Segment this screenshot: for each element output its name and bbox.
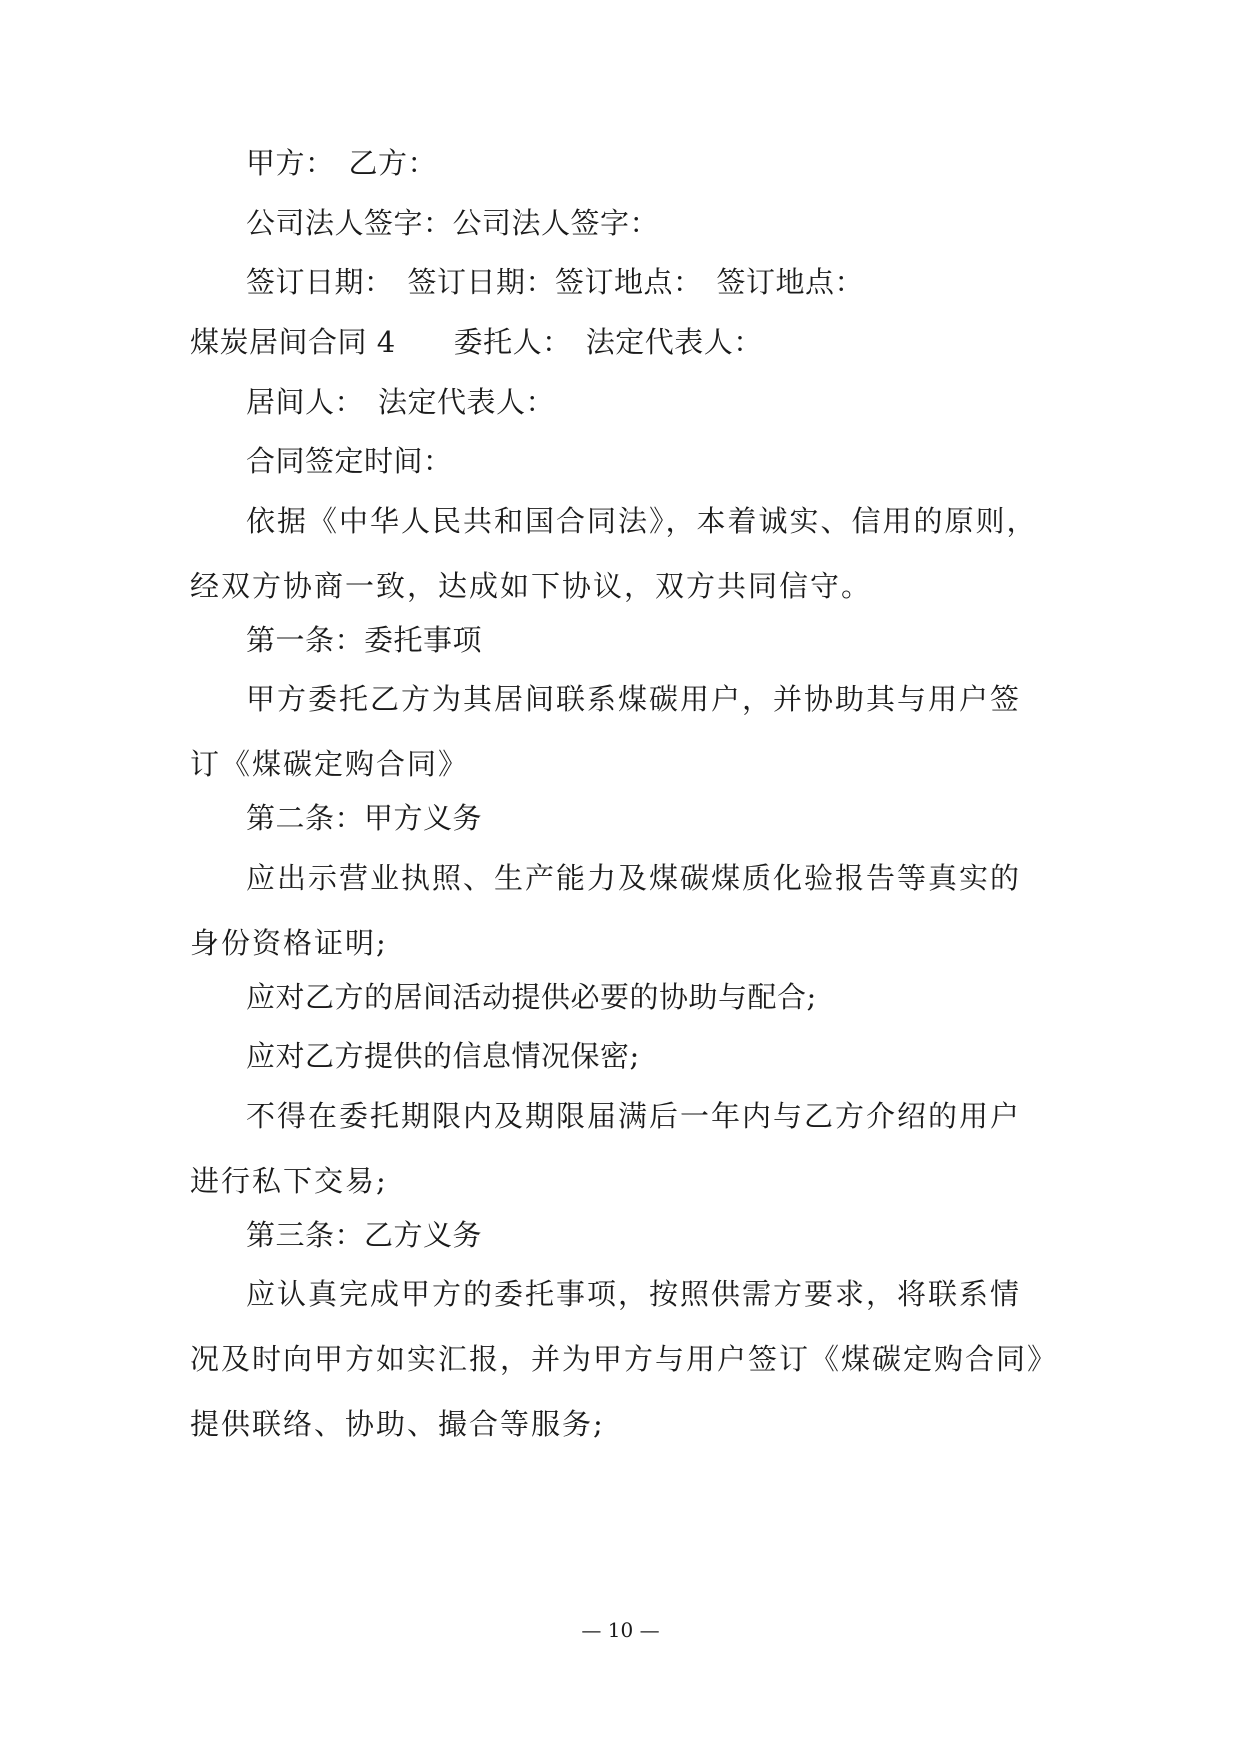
article2-item: 应出示营业执照、生产能力及煤碳煤质化验报告等真实的身份资格证明;	[190, 861, 1022, 960]
article1-title: 第一条：委托事项	[246, 623, 483, 657]
sign-place-a: 签订地点：	[555, 265, 703, 299]
sign-date-place-line	[246, 250, 1106, 315]
legal-rep-sign-a: 公司法人签字：	[246, 206, 453, 240]
page-number: — 10 —	[581, 1618, 660, 1642]
legal-rep-sign-b: 公司法人签字：	[452, 206, 660, 240]
signature-parties-line	[246, 131, 1106, 196]
party-b-label: 乙方：	[348, 146, 438, 180]
contract-heading-line	[190, 310, 1050, 375]
contract-title: 煤炭居间合同 4	[190, 325, 396, 359]
intermediary-rep-label: 法定代表人：	[378, 385, 556, 419]
sign-place-b: 签订地点：	[716, 265, 865, 299]
article1-body: 甲方委托乙方为其居间联系煤碳用户，并协助其与用户签订《煤碳定购合同》	[190, 682, 1022, 781]
principal-label: 委托人：	[453, 325, 572, 359]
principal-rep-label: 法定代表人：	[585, 325, 763, 359]
preamble-paragraph: 依据《中华人民共和国合同法》，本着诚实、信用的原则，经双方协商一致，达成如下协议，双方共同信守。	[190, 504, 1038, 603]
party-a-label: 甲方：	[246, 146, 335, 180]
article3-item: 应认真完成甲方的委托事项，按照供需方要求，将联系情况及时向甲方如实汇报，并为甲方与用户签订《煤碳定购合同》提供联络、协助、撮合等服务;	[190, 1277, 1044, 1441]
sign-time-label: 合同签定时间：	[246, 444, 453, 478]
intermediary-line	[246, 370, 1106, 435]
sign-time-line	[246, 429, 1106, 494]
article2-item: 应对乙方的居间活动提供必要的协助与配合;	[246, 980, 817, 1014]
article2-item: 不得在委托期限内及期限届满后一年内与乙方介绍的用户进行私下交易;	[190, 1099, 1022, 1198]
article3-title: 第三条：乙方义务	[246, 1218, 483, 1252]
intermediary-label: 居间人：	[246, 385, 365, 419]
sign-date-a: 签订日期：	[246, 265, 394, 299]
article2-item: 应对乙方提供的信息情况保密;	[246, 1039, 640, 1073]
article2-title: 第二条：甲方义务	[246, 801, 483, 835]
legal-rep-sign-line	[246, 191, 1106, 256]
sign-date-b: 签订日期：	[407, 265, 556, 299]
